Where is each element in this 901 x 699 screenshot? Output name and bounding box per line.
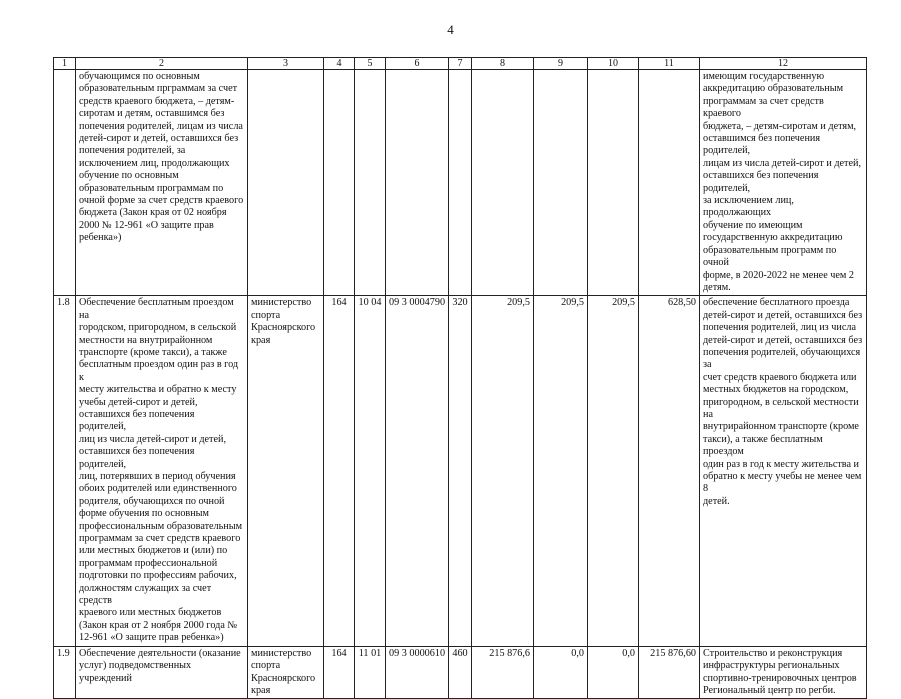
col-header-12: 12 xyxy=(700,58,867,70)
col-header-10: 10 xyxy=(588,58,639,70)
cell-expense-type: 320 xyxy=(449,296,472,646)
cell-target-article: 09 3 0004790 xyxy=(386,296,449,646)
table-row xyxy=(54,646,867,699)
cell-amount-2022: 0,0 xyxy=(588,646,639,699)
cell-target-article: 09 3 0000610 xyxy=(386,646,449,699)
col-header-3: 3 xyxy=(248,58,324,70)
cell-grbs: 164 xyxy=(324,296,355,646)
cell-amount-total: 215 876,60 xyxy=(639,646,700,699)
page-number: 4 xyxy=(447,22,454,37)
cell-amount-2020: 215 876,6 xyxy=(472,646,534,699)
cell-amount-2022: 209,5 xyxy=(588,296,639,646)
cell-section: 11 01 xyxy=(355,646,386,699)
cell-executor: министерство спорта Красноярского края xyxy=(248,646,324,699)
col-header-5: 5 xyxy=(355,58,386,70)
cell-executor xyxy=(248,70,324,296)
cell-description: Обеспечение бесплатным проездом на городском, пригородном, в сельской местности на внутрирайонном транспорте (кроме такси), а также бесплатным проездом один раз в год к месту жительства и обратно к месту учебы детей-сирот и детей, оставшихся без попечения родителей, лиц из числа детей-сирот и детей, оставшихся без попечения родителей, лиц, потерявших в период обучения обоих родителей или единственного родителя, обучающихся по очной форме обучения по основным профессиональным образовательным программам за счет средств краевого или местных бюджетов и (или) по программам профессиональной подготовки по профессиям рабочих, должностям служащих за счет средств краевого или местных бюджетов (Закон края от 2 ноября 2000 года № 12-961 «О защите прав ребенка») xyxy=(76,296,248,646)
cell-amount-total xyxy=(639,70,700,296)
col-header-9: 9 xyxy=(534,58,588,70)
cell-item-number: 1.8 xyxy=(54,296,76,646)
cell-section: 10 04 xyxy=(355,296,386,646)
cell-description: обучающимся по основным образовательным прграммам за счет средств краевого бюджета, – детям- сиротам и детям, оставшимся без попечения родителей, лицам из числа детей-сирот и детей, оставшихся без попечения родителей, за исключением лиц, продолжающих обучение по основным образовательным программам по очной форме за счет средств краевого бюджета (Закон края от 02 ноября 2000 № 12-961 «О защите прав ребенка») xyxy=(76,70,248,296)
cell-amount-2020 xyxy=(472,70,534,296)
cell-target-article xyxy=(386,70,449,296)
cell-amount-2021: 0,0 xyxy=(534,646,588,699)
col-header-11: 11 xyxy=(639,58,700,70)
col-header-1: 1 xyxy=(54,58,76,70)
cell-grbs xyxy=(324,70,355,296)
cell-amount-2022 xyxy=(588,70,639,296)
col-header-7: 7 xyxy=(449,58,472,70)
col-header-8: 8 xyxy=(472,58,534,70)
table-row xyxy=(54,296,867,646)
cell-item-number: 1.9 xyxy=(54,646,76,699)
col-header-6: 6 xyxy=(386,58,449,70)
cell-expected-result: Строительство и реконструкция инфраструктуры региональных спортивно-тренировочных центров Региональный центр по регби. xyxy=(700,646,867,699)
header-row xyxy=(54,58,867,70)
cell-expense-type xyxy=(449,70,472,296)
cell-executor: министерство спорта Красноярского края xyxy=(248,296,324,646)
cell-description: Обеспечение деятельности (оказание услуг) подведомственных учреждений xyxy=(76,646,248,699)
cell-amount-2021: 209,5 xyxy=(534,296,588,646)
col-header-4: 4 xyxy=(324,58,355,70)
col-header-2: 2 xyxy=(76,58,248,70)
cell-section xyxy=(355,70,386,296)
budget-table xyxy=(53,57,867,699)
cell-amount-2020: 209,5 xyxy=(472,296,534,646)
cell-item-number xyxy=(54,70,76,296)
table-row xyxy=(54,70,867,296)
cell-amount-2021 xyxy=(534,70,588,296)
cell-expected-result: имеющим государственную аккредитацию образовательным программам за счет средств краевого бюджета, – детям-сиротам и детям, оставшимся без попечения родителей, лицам из числа детей-сирот и детей, оставшихся без попечения родителей, за исключением лиц, продолжающих обучение по имеющим государственную аккредитацию образовательным программ по очной форме, в 2020-2022 не менее чем 2 детям. xyxy=(700,70,867,296)
cell-expected-result: обеспечение бесплатного проезда детей-сирот и детей, оставшихся без попечения родителей, лиц из числа детей-сирот и детей, оставшихся без попечения родителей, обучающихся за счет средств краевого бюджета или местных бюджетов на городском, пригородном, в сельской местности на внутрирайонном транспорте (кроме такси), а также бесплатным проездом один раз в год к месту жительства и обратно к месту учебы не менее чем 8 детей. xyxy=(700,296,867,646)
cell-amount-total: 628,50 xyxy=(639,296,700,646)
cell-expense-type: 460 xyxy=(449,646,472,699)
cell-grbs: 164 xyxy=(324,646,355,699)
